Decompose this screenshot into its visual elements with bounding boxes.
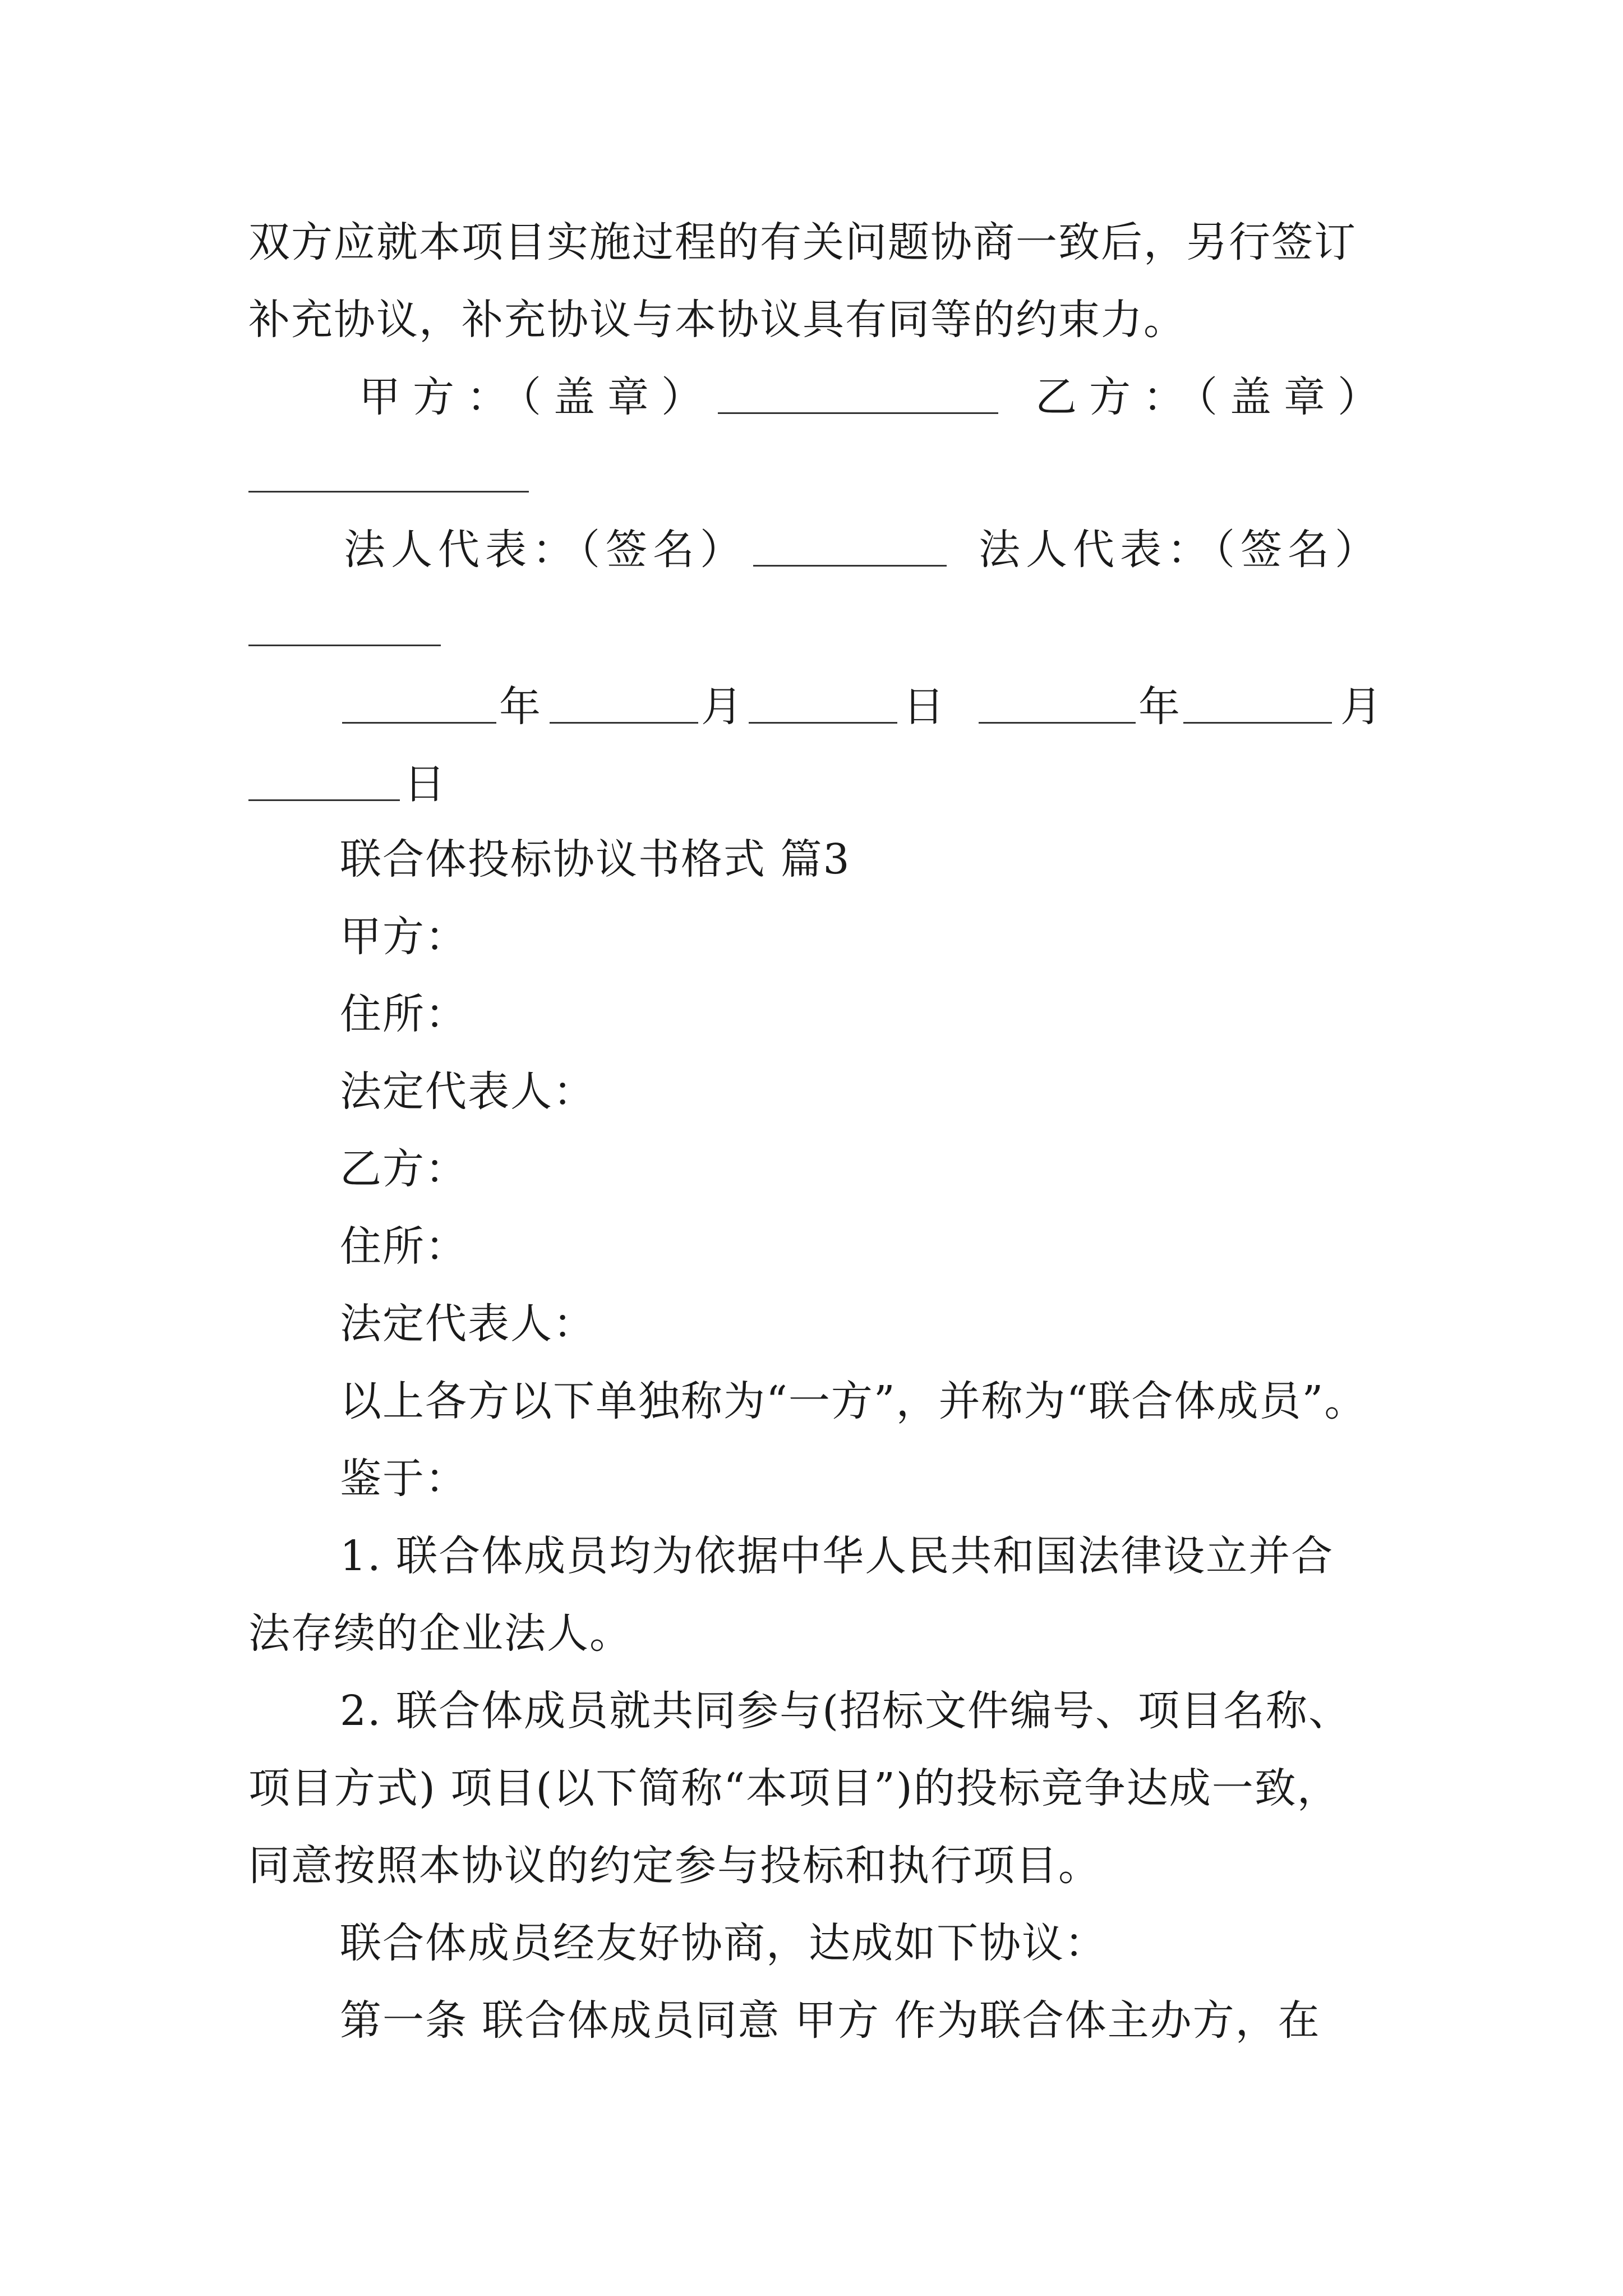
- party-b-label: 乙方：: [340, 1145, 468, 1193]
- definition-paragraph: 以上各方以下单独称为“一方”，并称为“联合体成员”。: [340, 1377, 1367, 1425]
- paragraph-line: 双方应就本项目实施过程的有关问题协商一致后，另行签订: [248, 218, 1357, 266]
- item-2-line: 项目方式) 项目(以下简称“本项目”)的投标竞争达成一致，: [248, 1764, 1340, 1812]
- legal-rep-a-label: 法定代表人：: [340, 1068, 596, 1116]
- item-2-line: 2. 联合体成员就共同参与(招标文件编号、项目名称、: [340, 1687, 1351, 1735]
- date-b-day-blank: [248, 799, 400, 801]
- rep-a-sign-label: 法人代表：（签名）: [344, 526, 747, 574]
- rep-b-sign-blank: [248, 645, 441, 646]
- date-b-day: 日: [404, 760, 446, 808]
- date-a-month-blank: [550, 722, 698, 724]
- item-1-line: 法存续的企业法人。: [248, 1609, 632, 1658]
- item-2-line: 同意按照本协议的约定参与投标和执行项目。: [248, 1842, 1101, 1890]
- party-b-seal-blank: [248, 491, 529, 493]
- date-a-year: 年: [499, 683, 542, 731]
- date-a-day-blank: [749, 722, 897, 724]
- paragraph-line: 补充协议，补充协议与本协议具有同等的约束力。: [248, 296, 1186, 344]
- item-1-line: 1. 联合体成员均为依据中华人民共和国法律设立并合: [340, 1532, 1334, 1580]
- date-b-year: 年: [1138, 683, 1181, 731]
- date-a-day: 日: [903, 683, 946, 731]
- date-b-year-blank: [979, 722, 1136, 724]
- whereas-label: 鉴于：: [340, 1455, 468, 1503]
- date-a-year-blank: [342, 722, 496, 724]
- rep-a-sign-blank: [753, 565, 947, 567]
- party-a-seal-label: 甲方：（盖章）: [359, 373, 715, 421]
- address-a-label: 住所：: [340, 990, 468, 1038]
- article-1-line: 第一条 联合体成员同意 甲方 作为联合体主办方，在: [340, 1996, 1321, 2045]
- address-b-label: 住所：: [340, 1222, 468, 1271]
- section-title: 联合体投标协议书格式 篇3: [340, 835, 851, 884]
- party-a-seal-blank: [718, 412, 998, 414]
- rep-b-sign-label: 法人代表：（签名）: [979, 526, 1382, 574]
- party-a-label: 甲方：: [340, 913, 468, 961]
- date-b-month: 月: [1340, 683, 1383, 731]
- date-a-month: 月: [701, 683, 744, 731]
- agreement-intro: 联合体成员经友好协商，达成如下协议：: [340, 1919, 1107, 1967]
- date-b-month-blank: [1183, 722, 1332, 724]
- legal-rep-b-label: 法定代表人：: [340, 1300, 596, 1348]
- party-b-seal-label: 乙方：（盖章）: [1035, 373, 1391, 421]
